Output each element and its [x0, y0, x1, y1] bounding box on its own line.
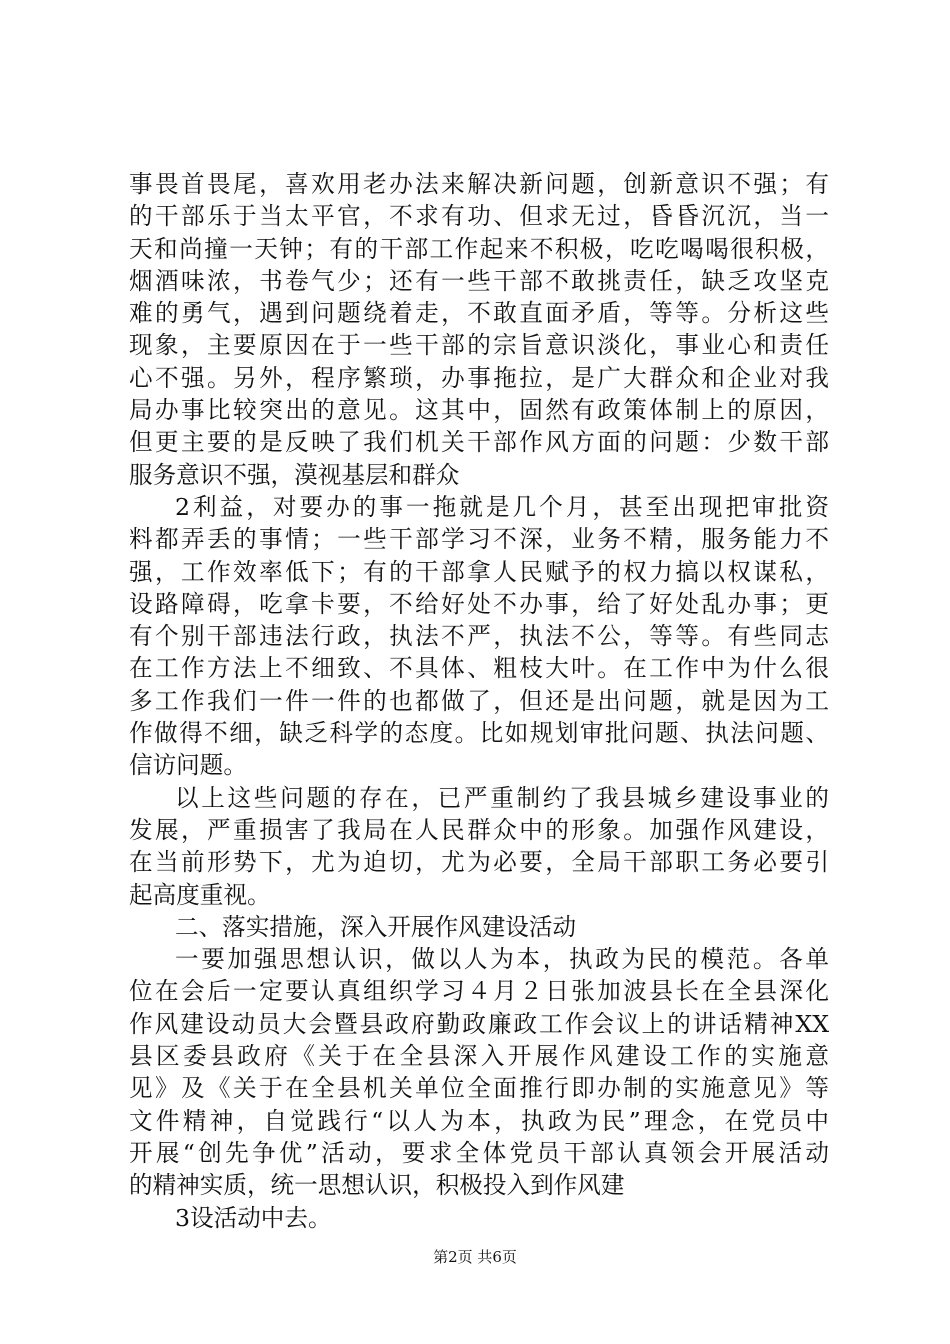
text-line: 作风建设动员大会暨县政府勤政廉政工作会议上的讲话精神XX [129, 1009, 829, 1038]
text-line: 强，工作效率低下；有的干部拿人民赋予的权力搞以权谋私， [129, 557, 829, 586]
text-line: 文件精神，自觉践行“以人为本，执政为民”理念，在党员中 [129, 1106, 829, 1135]
text-line: 在当前形势下，尤为迫切，尤为必要，全局干部职工务必要引 [129, 848, 829, 877]
text-line: 现象，主要原因在于一些干部的宗旨意识淡化，事业心和责任 [129, 331, 829, 360]
page-footer: 第2页 共6页 [433, 1248, 517, 1266]
text-line: 有个别干部违法行政，执法不严，执法不公，等等。有些同志 [129, 622, 829, 651]
text-line: 烟酒味浓，书卷气少；还有一些干部不敢挑责任，缺乏攻坚克 [129, 266, 829, 295]
text-line: 发展，严重损害了我局在人民群众中的形象。加强作风建设， [129, 815, 829, 844]
text-line: 起高度重视。 [129, 880, 271, 909]
text-line: 在工作方法上不细致、不具体、粗枝大叶。在工作中为什么很 [129, 654, 829, 683]
text-line: 心不强。另外，程序繁琐，办事拖拉，是广大群众和企业对我 [129, 363, 829, 392]
text-line: 局办事比较突出的意见。这其中，固然有政策体制上的原因， [129, 396, 829, 425]
text-line: 县区委县政府《关于在全县深入开展作风建设工作的实施意 [129, 1042, 829, 1071]
text-line: 多工作我们一件一件的也都做了，但还是出问题，就是因为工 [129, 686, 829, 715]
text-line: 开展“创先争优”活动，要求全体党员干部认真领会开展活动 [129, 1138, 829, 1167]
text-line: 以上这些问题的存在，已严重制约了我县城乡建设事业的 [175, 783, 829, 812]
text-line: 见》及《关于在全县机关单位全面推行即办制的实施意见》等 [129, 1074, 829, 1103]
text-line: 作做得不细，缺乏科学的态度。比如规划审批问题、执法问题、 [129, 719, 829, 748]
text-line: 天和尚撞一天钟；有的干部工作起来不积极，吃吃喝喝很积极， [129, 234, 829, 263]
text-line: 难的勇气，遇到问题绕着走，不敢直面矛盾，等等。分析这些 [129, 299, 829, 328]
document-body [129, 168, 829, 1234]
text-line: 2利益，对要办的事一拖就是几个月，甚至出现把审批资 [175, 492, 829, 521]
text-line: 信访问题。 [129, 751, 247, 780]
text-line: 3设活动中去。 [175, 1203, 332, 1232]
text-line: 的精神实质，统一思想认识，积极投入到作风建 [129, 1171, 625, 1200]
text-line: 二、落实措施，深入开展作风建设活动 [175, 912, 577, 941]
text-line: 设路障碍，吃拿卡要，不给好处不办事，给了好处乱办事；更 [129, 589, 829, 618]
text-line: 料都弄丢的事情；一些干部学习不深，业务不精，服务能力不 [129, 525, 829, 554]
text-line: 服务意识不强，漠视基层和群众 [129, 460, 460, 489]
text-line: 一要加强思想认识，做以人为本，执政为民的模范。各单 [175, 945, 829, 974]
text-line: 但更主要的是反映了我们机关干部作风方面的问题：少数干部 [129, 428, 829, 457]
text-line: 的干部乐于当太平官，不求有功、但求无过，昏昏沉沉，当一 [129, 202, 829, 231]
text-line: 事畏首畏尾，喜欢用老办法来解决新问题，创新意识不强；有 [129, 170, 829, 198]
text-line: 位在会后一定要认真组织学习４月２日张加波县长在全县深化 [129, 977, 829, 1006]
